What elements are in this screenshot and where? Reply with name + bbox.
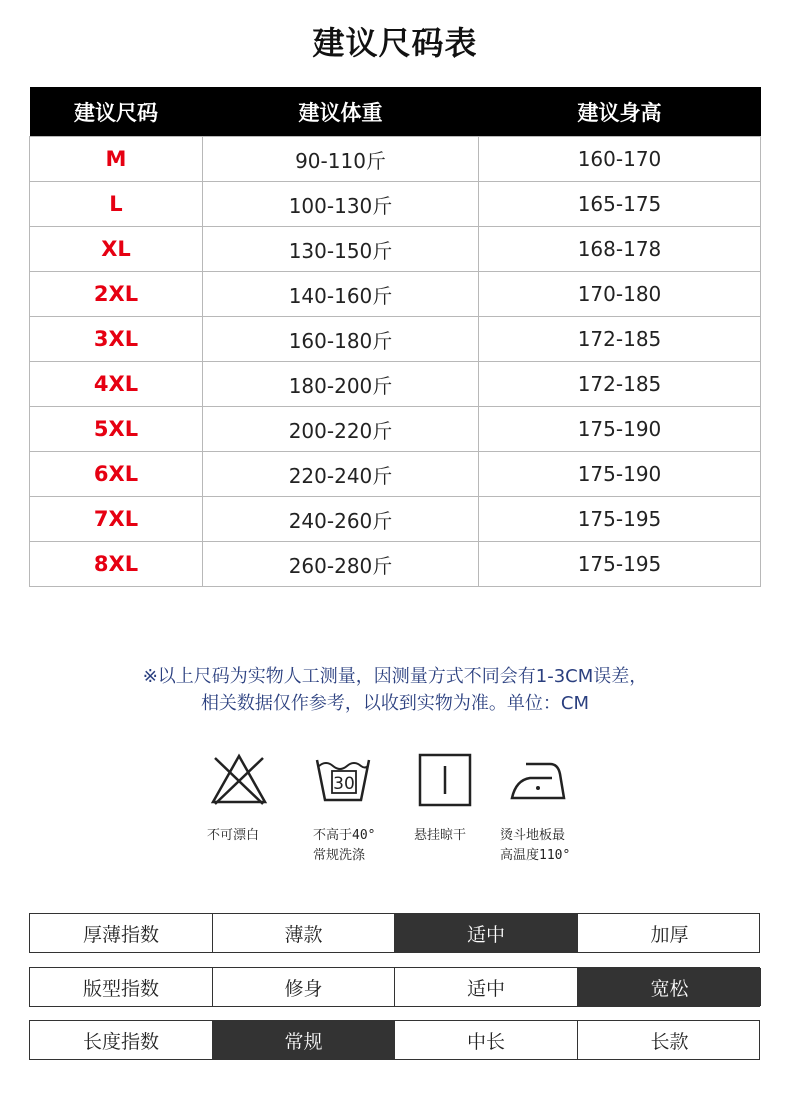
table-row: [30, 182, 761, 227]
table-row: [30, 407, 761, 452]
size-cell: M: [30, 137, 203, 182]
index-option-selected: 宽松: [578, 968, 761, 1006]
size-table-header: [30, 87, 761, 137]
wash-temperature-text: 30: [333, 774, 355, 794]
size-cell: 5XL: [30, 407, 203, 452]
table-row: [30, 137, 761, 182]
wash-30-icon: [313, 752, 373, 808]
weight-cell: 220-240斤: [203, 452, 479, 497]
height-cell: 168-178: [479, 227, 761, 272]
index-option-selected: 适中: [395, 914, 578, 952]
height-cell: 175-195: [479, 542, 761, 587]
height-cell: 175-195: [479, 497, 761, 542]
index-option: 修身: [213, 968, 395, 1006]
size-cell: 4XL: [30, 362, 203, 407]
weight-cell: 160-180斤: [203, 317, 479, 362]
height-cell: 175-190: [479, 407, 761, 452]
weight-cell: 90-110斤: [203, 137, 479, 182]
care-label-wash: 不高于40° 常规洗涤: [313, 828, 376, 863]
size-cell: XL: [30, 227, 203, 272]
index-option: 长款: [650, 1030, 689, 1053]
table-row: [30, 497, 761, 542]
table-row: [30, 227, 761, 272]
length-index: [29, 1020, 760, 1060]
fit-index: [29, 967, 760, 1007]
size-table: [29, 87, 761, 587]
size-cell: 7XL: [30, 497, 203, 542]
measurement-note-line1: ※以上尺码为实物人工测量，因测量方式不同会有1-3CM误差，: [142, 666, 648, 687]
height-cell: 170-180: [479, 272, 761, 317]
height-cell: 160-170: [479, 137, 761, 182]
no-bleach-icon: [209, 752, 269, 808]
header-weight: 建议体重: [203, 87, 479, 137]
height-cell: 172-185: [479, 317, 761, 362]
index-option-selected: 常规: [213, 1021, 395, 1059]
hang-dry-icon: [417, 752, 473, 808]
weight-cell: 140-160斤: [203, 272, 479, 317]
weight-cell: 180-200斤: [203, 362, 479, 407]
table-row: [30, 272, 761, 317]
care-label-no-bleach: 不可漂白: [207, 828, 260, 843]
iron-low-icon: [508, 752, 568, 808]
page-title: 建议尺码表: [312, 24, 478, 62]
table-row: [30, 362, 761, 407]
header-height: 建议身高: [479, 87, 761, 137]
size-cell: L: [30, 182, 203, 227]
index-option: 适中: [395, 968, 578, 1006]
index-label: 长度指数: [30, 1021, 213, 1059]
size-cell: 3XL: [30, 317, 203, 362]
index-label: 版型指数: [30, 968, 213, 1006]
table-row: [30, 542, 761, 587]
index-option: 薄款: [213, 914, 395, 952]
weight-cell: 200-220斤: [203, 407, 479, 452]
height-cell: 165-175: [479, 182, 761, 227]
size-cell: 6XL: [30, 452, 203, 497]
size-cell: 8XL: [30, 542, 203, 587]
header-size: 建议尺码: [30, 87, 203, 137]
table-row: [30, 452, 761, 497]
index-label: 厚薄指数: [30, 914, 213, 952]
weight-cell: 240-260斤: [203, 497, 479, 542]
height-cell: 175-190: [479, 452, 761, 497]
table-row: [30, 317, 761, 362]
care-label-hang-dry: 悬挂晾干: [414, 828, 467, 843]
weight-cell: 260-280斤: [203, 542, 479, 587]
care-label-iron: 烫斗地板最 高温度110°: [500, 828, 571, 863]
index-option: 加厚: [650, 923, 689, 946]
height-cell: 172-185: [479, 362, 761, 407]
weight-cell: 130-150斤: [203, 227, 479, 272]
thickness-index: [29, 913, 760, 953]
measurement-note-line2: 相关数据仅作参考，以收到实物为准。单位：CM: [200, 693, 590, 714]
index-option: 中长: [395, 1021, 578, 1059]
size-cell: 2XL: [30, 272, 203, 317]
weight-cell: 100-130斤: [203, 182, 479, 227]
